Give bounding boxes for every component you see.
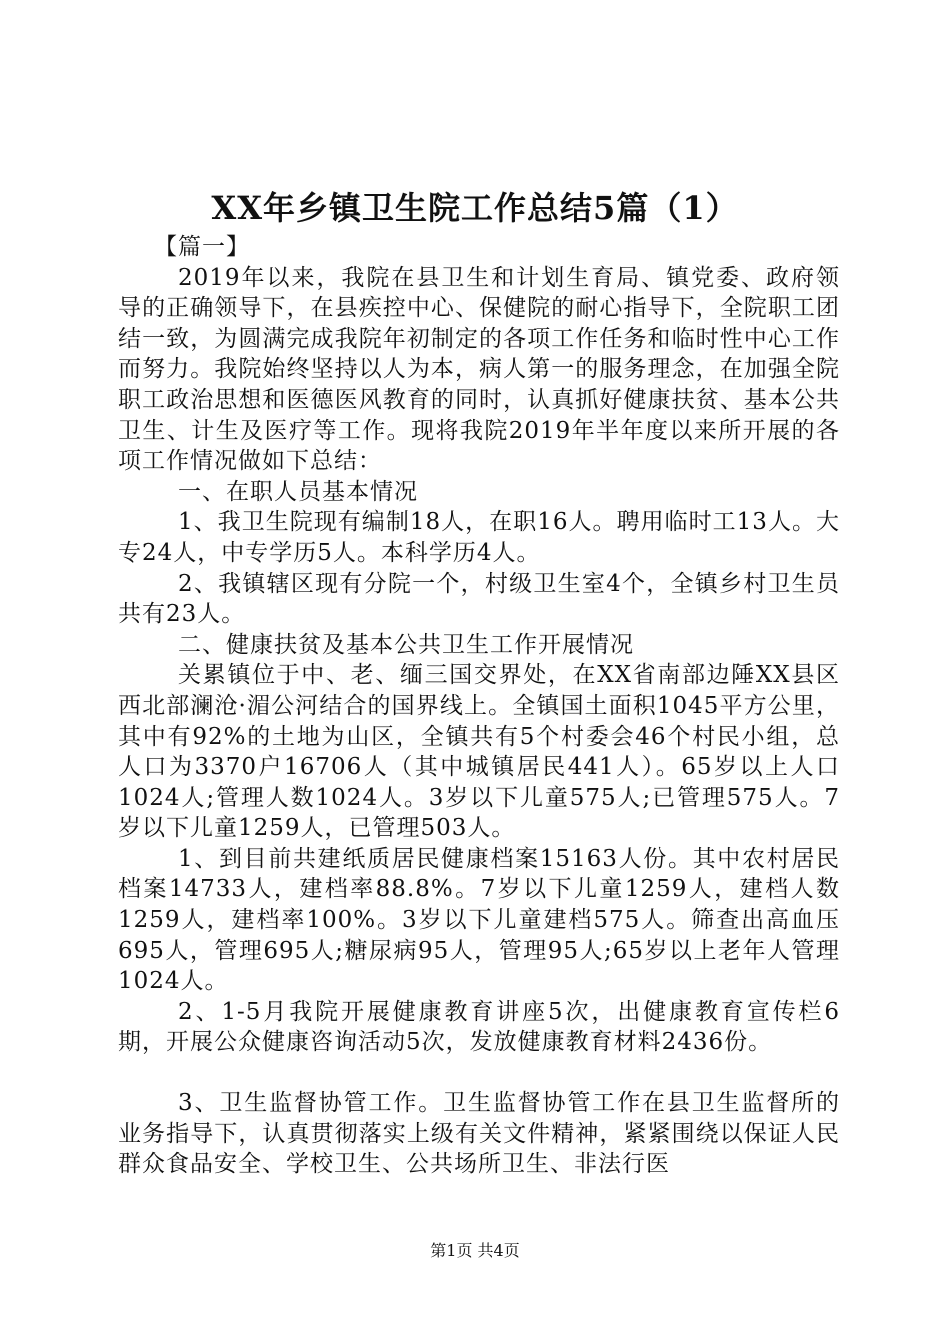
paragraph-spacer [118,1058,840,1088]
paragraph-branches: 2、我镇辖区现有分院一个，村级卫生室4个，全镇乡村卫生员共有23人。 [118,570,840,628]
heading-public-health: 二、健康扶贫及基本公共卫生工作开展情况 [178,631,634,658]
paragraph-town-profile: 关累镇位于中、老、缅三国交界处，在XX省南部边陲XX县区西北部澜沧·湄公河结合的国界线上。全镇国土面积1045平方公里，其中有92%的土地为山区，全镇共有5个村委会46个村民小组，总人口为3370户16706人（其中城镇居民441人）。65岁以上人口1024人;管理人数1024人。3岁以下儿童575人;已管理575人。7岁以下儿童1259人，已管理503人。 [118,662,840,842]
paragraph-supervision: 3、卫生监督协管工作。卫生监督协管工作在县卫生监督所的业务指导下，认真贯彻落实上级有关文件精神，紧紧围绕以保证人民群众食品安全、学校卫生、公共场所卫生、非法行医 [118,1090,840,1178]
paragraph-intro: 2019年以来，我院在县卫生和计划生育局、镇党委、政府领导的正确领导下，在县疾控中心、保健院的耐心指导下，全院职工团结一致，为圆满完成我院年初制定的各项工作任务和临时性中心工作而努力。我院始终坚持以人为本，病人第一的服务理念，在加强全院职工政治思想和医德医风教育的同时，认真抓好健康扶贫、基本公共卫生、计生及医疗等工作。现将我院2019年半年度以来所开展的各项工作情况做如下总结： [118,264,840,475]
section-label: 【篇一】 [154,234,250,260]
paragraph-health-education: 2、1-5月我院开展健康教育讲座5次，出健康教育宣传栏6期，开展公众健康咨询活动5次，发放健康教育材料2436份。 [118,998,840,1056]
document-body [118,232,840,1180]
heading-staff-overview: 一、在职人员基本情况 [178,478,418,505]
document-title: XX年乡镇卫生院工作总结5篇（1） [211,189,739,227]
page-footer: 第1页 共4页 [430,1241,520,1260]
paragraph-staff-count: 1、我卫生院现有编制18人，在职16人。聘用临时工13人。大专24人，中专学历5人。本科学历4人。 [118,509,840,566]
paragraph-health-records: 1、到目前共建纸质居民健康档案15163人份。其中农村居民档案14733人，建档率88.8%。7岁以下儿童1259人，建档人数1259人，建档率100%。3岁以下儿童建档575人。筛查出高血压695人，管理695人;糖尿病95人，管理95人;65岁以上老年人管理1024人。 [118,845,840,995]
